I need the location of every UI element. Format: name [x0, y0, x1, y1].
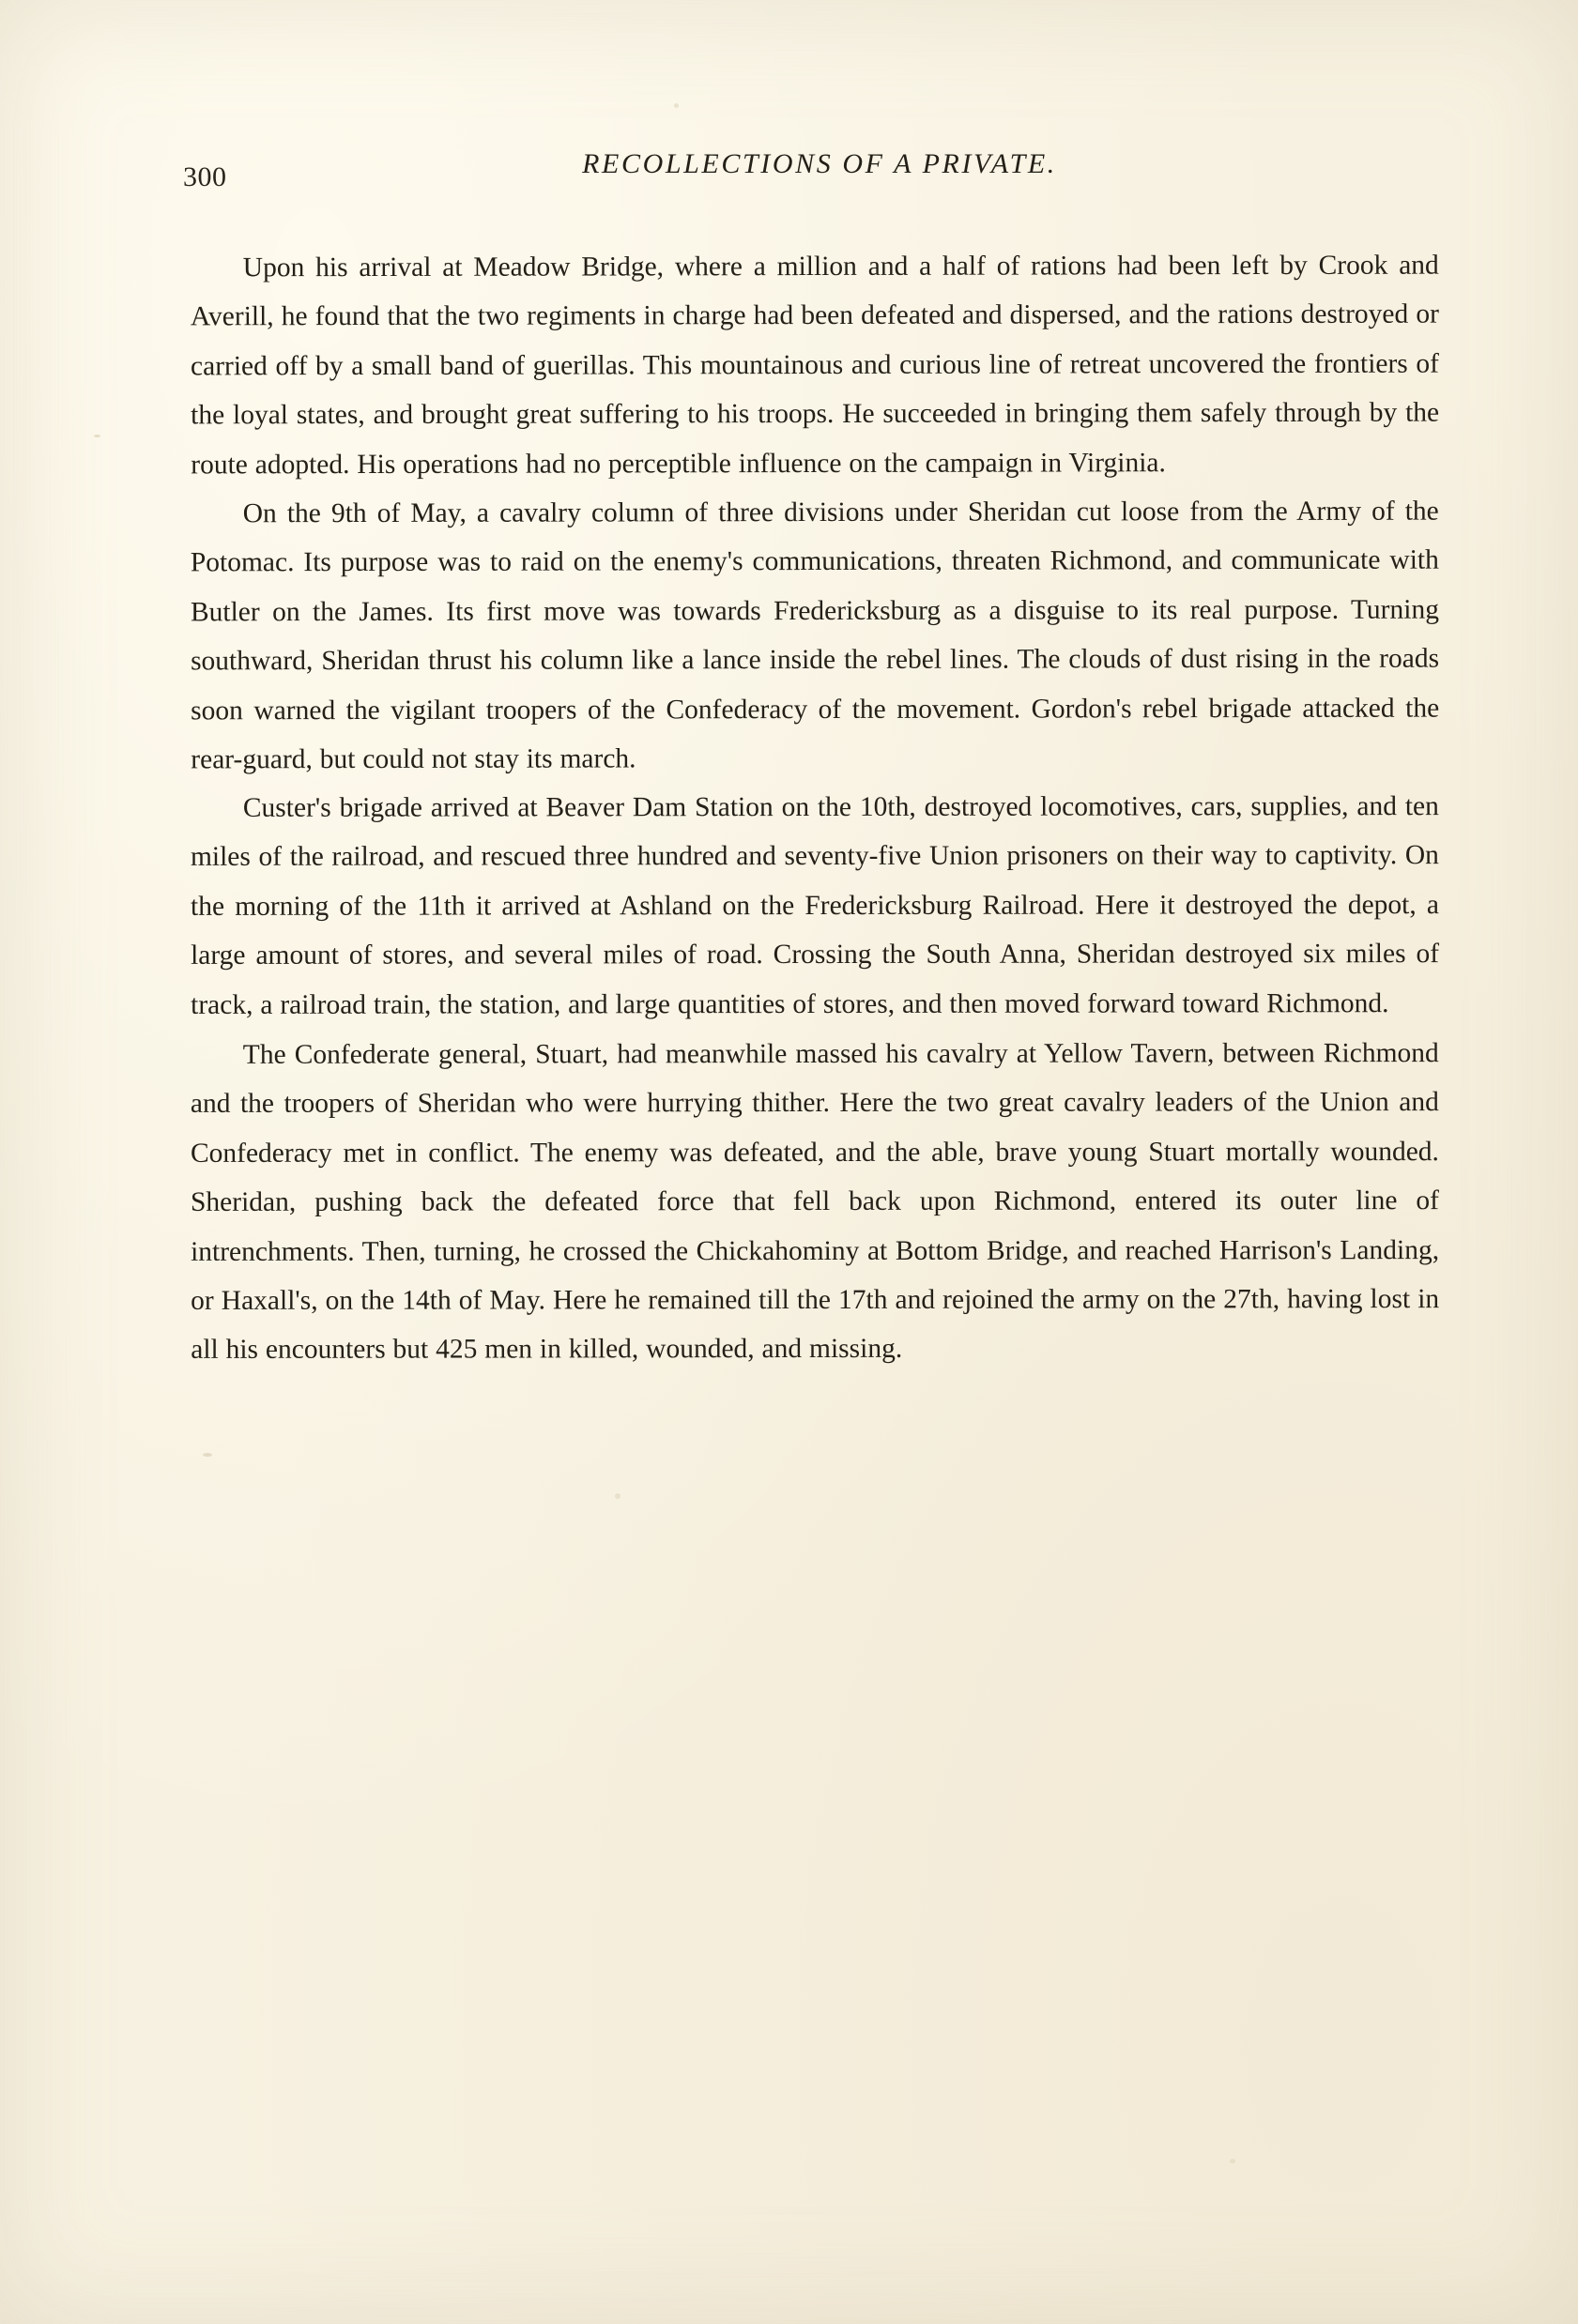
- paper-speck: [94, 435, 100, 437]
- paper-speck: [615, 1493, 620, 1499]
- paper-speck: [203, 1453, 212, 1457]
- page-header: [183, 148, 1418, 191]
- paragraph: Upon his arrival at Meadow Bridge, where a million and a half of rations had been left by Crook and Averill, he found that the two regiments in charge had been defeated and dispersed, and the rations destroyed or carried off by a small band of guerillas. This mountainous and curious line of retreat uncovered the frontiers of the loyal states, and brought great suffering to his troops. He succeeded in bringing them safely through by the route adopted. His operations had no perceptible influence on the campaign in Virginia.: [190, 250, 1440, 481]
- page-body: [191, 242, 1439, 1373]
- paper-speck: [674, 103, 679, 108]
- paper-speck: [1230, 2159, 1235, 2163]
- running-head: RECOLLECTIONS OF A PRIVATE.: [582, 148, 1057, 179]
- page-number: 300: [183, 161, 227, 192]
- paragraph: Custer's brigade arrived at Beaver Dam Station on the 10th, destroyed locomotives, cars, supplies, and ten miles of the railroad, and rescued three hundred and seventy-five Union prisoners on their way to captivity. On the morning of the 11th it arrived at Ashland on the Fredericksburg Railroad. Here it destroyed the depot, a large amount of stores, and several miles of road. Crossing the South Anna, Sheridan destroyed six miles of track, a railroad train, the station, and large quantities of stores, and then moved forward toward Richmond.: [190, 791, 1440, 1021]
- paragraph: On the 9th of May, a cavalry column of three divisions under Sheridan cut loose from the Army of the Potomac. Its purpose was to raid on the enemy's communications, threaten Richmond, and communicate with Butler on the James. Its first move was towards Fredericksburg as a disguise to its real purpose. Turning southward, Sheridan thrust his column like a lance inside the rebel lines. The clouds of dust rising in the roads soon warned the vigilant troopers of the Confederacy of the movement. Gordon's rebel brigade attacked the rear-guard, but could not stay its march.: [190, 496, 1440, 775]
- paragraph: The Confederate general, Stuart, had meanwhile massed his cavalry at Yellow Tavern, between Richmond and the troopers of Sheridan who were hurrying thither. Here the two great cavalry leaders of the Union and Confederacy met in conflict. The enemy was defeated, and the able, brave young Stuart mortally wounded. Sheridan, pushing back the defeated force that fell back upon Richmond, entered its outer line of intrenchments. Then, turning, he crossed the Chickahominy at Bottom Bridge, and reached Harrison's Landing, or Haxall's, on the 14th of May. Here he remained till the 17th and rejoined the army on the 27th, having lost in all his encounters but 425 men in killed, wounded, and missing.: [190, 1037, 1440, 1365]
